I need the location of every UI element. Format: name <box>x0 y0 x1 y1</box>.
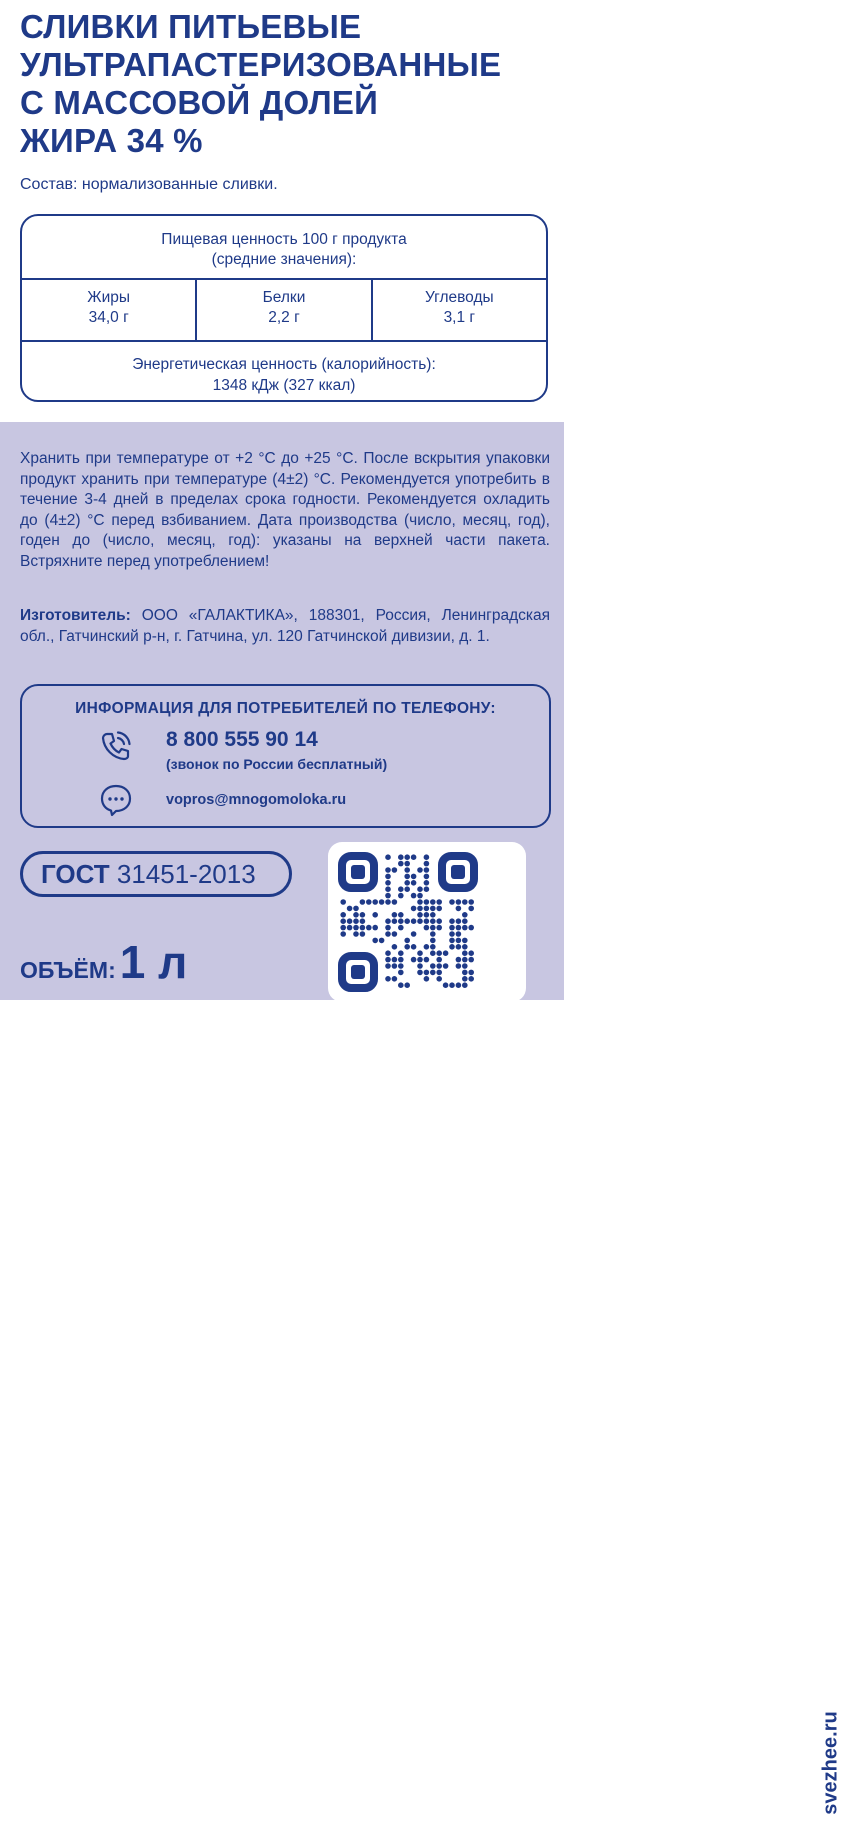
nutrition-cell-protein <box>195 280 370 340</box>
qr-block <box>328 842 842 1815</box>
phone-note: (звонок по России бесплатный) <box>166 756 388 772</box>
consumer-info-heading: ИНФОРМАЦИЯ ДЛЯ ПОТРЕБИТЕЛЕЙ ПО ТЕЛЕФОНУ: <box>75 700 496 717</box>
nutrition-heading <box>22 216 546 280</box>
title-line: С МАССОВОЙ ДОЛЕЙ <box>20 84 379 121</box>
nutrition-cell-carbs <box>371 280 546 340</box>
nutrition-values-row <box>22 280 546 342</box>
energy-label: Энергетическая ценность (калорийность): <box>132 356 436 373</box>
manufacturer-info <box>20 605 550 647</box>
product-title <box>20 8 560 160</box>
nutrition-cell-fat <box>22 280 195 340</box>
website-text: svezhee.ru <box>819 1711 842 1815</box>
storage-instructions: Хранить при температуре от +2 °С до +25 °С. После вскрытия упаковки продукт хранить при температуре (4±2) °С. Рекомендуется употребить в течение 3-4 дней в пределах срока годности. Рекомендуется охладить до (4±2) °С перед взбиванием. Дата производства (число, месяц, год), годен до (число, месяц, год): указаны на верхней части пакета. Встряхните перед употреблением! <box>20 450 550 570</box>
volume-value: 1 л <box>119 936 188 988</box>
qr-code[interactable] <box>336 850 480 994</box>
nutrient-value: 2,2 г <box>268 309 300 326</box>
composition-text: Состав: нормализованные сливки. <box>20 176 278 193</box>
nutrient-value: 34,0 г <box>88 309 129 326</box>
volume-label: ОБЪЁМ: <box>20 957 116 983</box>
title-line: СЛИВКИ ПИТЬЕВЫЕ <box>20 8 362 45</box>
volume <box>20 935 187 989</box>
nutrition-heading-line: Пищевая ценность 100 г продукта <box>161 231 407 248</box>
gost-label: ГОСТ <box>41 859 110 889</box>
title-line: ЖИРА 34 % <box>20 122 203 159</box>
website-label <box>816 1690 846 1836</box>
nutrition-table <box>20 214 548 402</box>
phone-number[interactable]: 8 800 555 90 14 <box>166 728 318 751</box>
gost-number: 31451-2013 <box>109 859 256 889</box>
top-white-panel <box>0 0 564 422</box>
energy-value-block <box>22 340 546 396</box>
chat-icon <box>98 782 134 818</box>
nutrient-name: Белки <box>262 289 306 306</box>
phone-icon <box>98 728 134 764</box>
gost-badge <box>20 851 292 897</box>
nutrient-value: 3,1 г <box>443 309 476 326</box>
email-link[interactable]: vopros@mnogomoloka.ru <box>166 792 347 808</box>
nutrient-name: Жиры <box>87 289 131 306</box>
manufacturer-address: ООО «ГАЛАКТИКА», 188301, Россия, Ленинградская обл., Гатчинский р-н, г. Гатчина, ул. 120 Гатчинской дивизии, д. 1. <box>20 607 550 645</box>
energy-value: 1348 кДж (327 ккал) <box>212 377 356 394</box>
nutrition-heading-line: (средние значения): <box>211 251 357 268</box>
manufacturer-label: Изготовитель: <box>20 607 131 624</box>
title-line: УЛЬТРАПАСТЕРИЗОВАННЫЕ <box>20 46 502 83</box>
nutrient-name: Углеводы <box>424 289 494 306</box>
consumer-info-box <box>20 684 551 828</box>
